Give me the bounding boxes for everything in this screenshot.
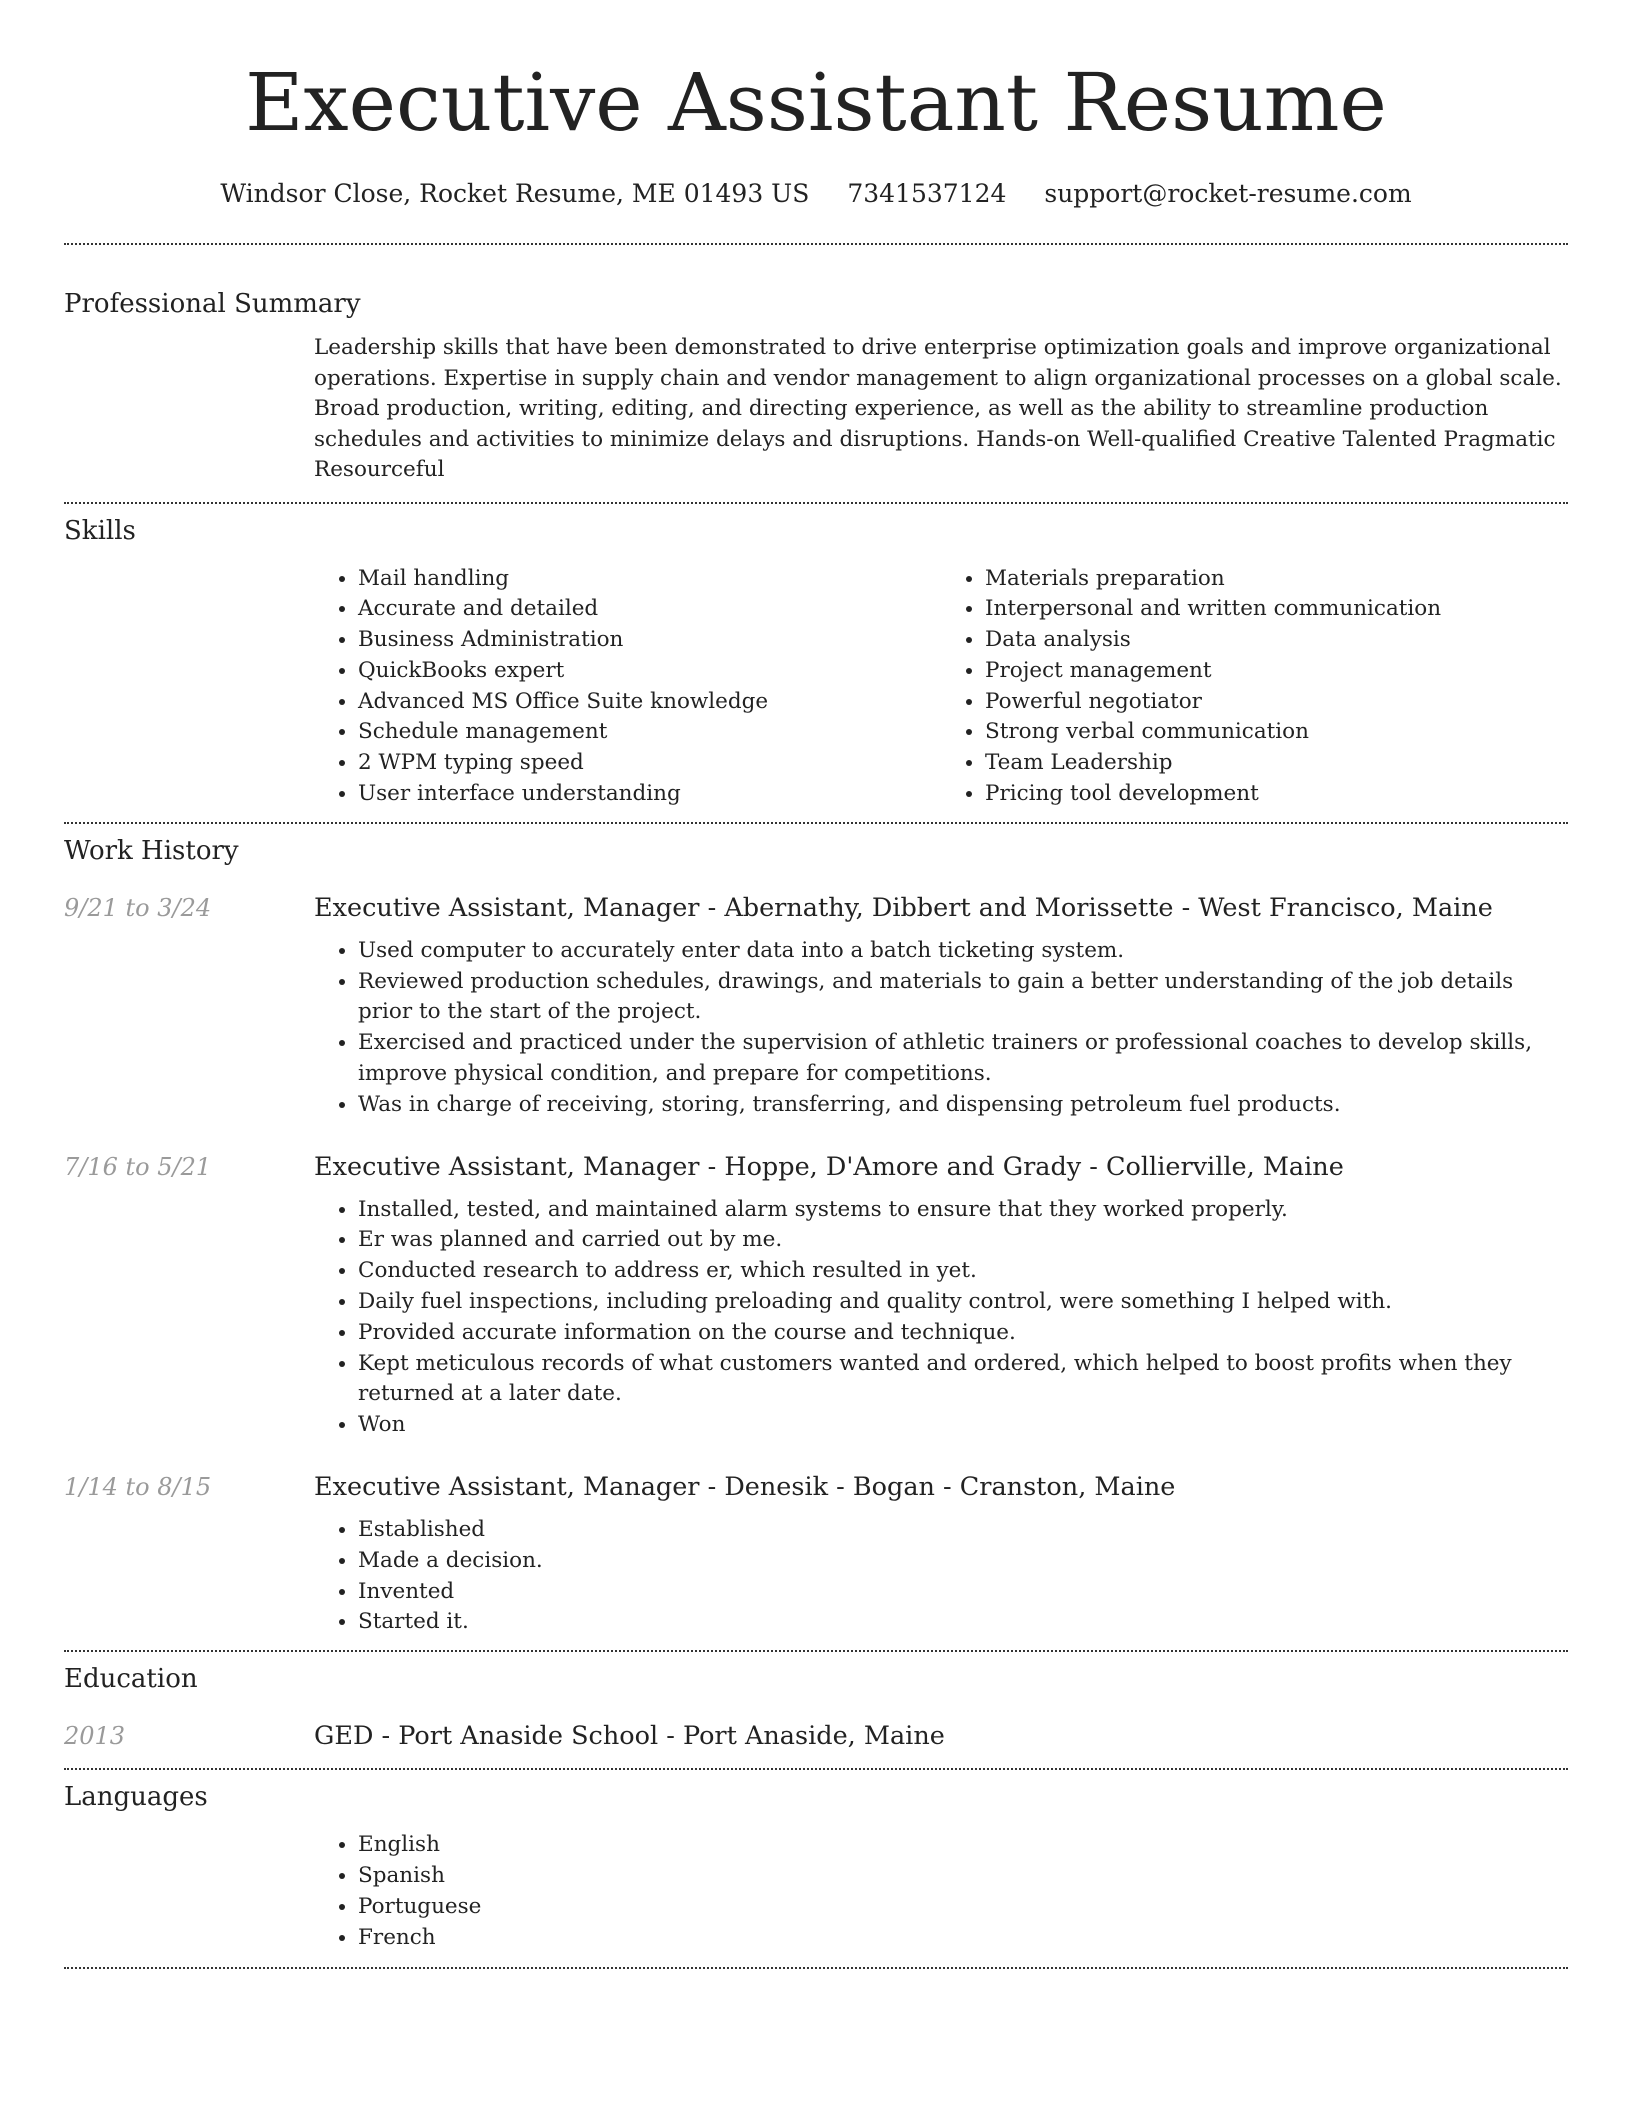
- language-item: • English: [358, 1830, 1568, 1861]
- education-date: 2013: [64, 1722, 126, 1751]
- skill-item: • Pricing tool development: [985, 779, 1568, 810]
- languages-heading: Languages: [64, 1782, 208, 1813]
- skill-item: • Business Administration: [358, 625, 941, 656]
- summary-text: Leadership skills that have been demonstrated to drive enterprise optimization goals and improve organizational operations. Expertise in supply chain and vendor management to align organizational processes on a global scale. Broad production, writing, editing, and directing experience, as well as the ability to streamline production schedules and activities to minimize delays and disruptions. Hands-on Well-qualified Creative Talented Pragmatic Resourceful: [314, 335, 1562, 482]
- page-title: Executive Assistant Resume: [245, 56, 1387, 149]
- skill-item: • Project management: [985, 656, 1568, 687]
- skill-item: • Accurate and detailed: [358, 594, 941, 625]
- job-bullet: • Kept meticulous records of what customers wanted and ordered, which helped to boost profits when they returned at a later date.: [358, 1349, 1568, 1411]
- job-entry: [64, 890, 1568, 1121]
- summary-heading: Professional Summary: [64, 289, 361, 319]
- skills-heading: Skills: [64, 515, 136, 546]
- job-bullet: • Was in charge of receiving, storing, transferring, and dispensing petroleum fuel products.: [358, 1090, 1568, 1121]
- job-bullet: • Started it.: [358, 1607, 1568, 1638]
- skills-list-left: [314, 564, 941, 810]
- language-item: • Portuguese: [358, 1892, 1568, 1923]
- skill-item: • Materials preparation: [985, 564, 1568, 595]
- job-bullet: • Established: [358, 1515, 1568, 1546]
- skill-item: • Strong verbal communication: [985, 717, 1568, 748]
- job-bullets: [314, 1515, 1568, 1638]
- skill-item: • Powerful negotiator: [985, 687, 1568, 718]
- skill-item: • Advanced MS Office Suite knowledge: [358, 687, 941, 718]
- skill-item: • Schedule management: [358, 717, 941, 748]
- skill-item: • Team Leadership: [985, 748, 1568, 779]
- education-section: [64, 1652, 1568, 1754]
- job-bullet: • Installed, tested, and maintained alarm systems to ensure that they worked properly.: [358, 1195, 1568, 1226]
- job-bullet: • Won: [358, 1410, 1568, 1441]
- language-item: • Spanish: [358, 1861, 1568, 1892]
- skill-item: • Data analysis: [985, 625, 1568, 656]
- job-bullet: • Er was planned and carried out by me.: [358, 1225, 1568, 1256]
- job-bullet: • Invented: [358, 1577, 1568, 1608]
- work-section: [64, 824, 1568, 1638]
- job-date: 9/21 to 3/24: [64, 893, 212, 922]
- language-item: • French: [358, 1923, 1568, 1954]
- job-date: 1/14 to 8/15: [64, 1473, 212, 1502]
- languages-list: [314, 1830, 1568, 1953]
- job-bullet: • Conducted research to address er, which resulted in yet.: [358, 1256, 1568, 1287]
- job-bullets: [314, 936, 1568, 1121]
- languages-section: [64, 1770, 1568, 1953]
- job-bullet: • Used computer to accurately enter data into a batch ticketing system.: [358, 936, 1568, 967]
- skills-list-right: [941, 564, 1568, 810]
- divider: [64, 1967, 1568, 1969]
- job-title: Executive Assistant, Manager - Hoppe, D'Amore and Grady - Collierville, Maine: [314, 1151, 1344, 1182]
- skill-item: • Mail handling: [358, 564, 941, 595]
- job-title: Executive Assistant, Manager - Denesik - Bogan - Cranston, Maine: [314, 1472, 1176, 1503]
- email-link[interactable]: support@rocket-resume.com: [1044, 179, 1412, 208]
- skill-item: • Interpersonal and written communication: [985, 594, 1568, 625]
- job-bullet: • Reviewed production schedules, drawings, and materials to gain a better understanding of the job details prior to the start of the project.: [358, 967, 1568, 1029]
- education-title: GED - Port Anaside School - Port Anaside, Maine: [314, 1721, 945, 1752]
- job-bullets: [314, 1195, 1568, 1441]
- job-bullet: • Daily fuel inspections, including preloading and quality control, were something I helped with.: [358, 1287, 1568, 1318]
- job-entry: [64, 1469, 1568, 1638]
- job-bullet: • Made a decision.: [358, 1546, 1568, 1577]
- summary-section: [64, 245, 1568, 486]
- job-entry: [64, 1149, 1568, 1441]
- education-heading: Education: [64, 1664, 198, 1695]
- skills-section: [64, 504, 1568, 810]
- skill-item: • QuickBooks expert: [358, 656, 941, 687]
- job-bullet: • Provided accurate information on the course and technique.: [358, 1318, 1568, 1349]
- address: Windsor Close, Rocket Resume, ME 01493 US: [220, 179, 810, 208]
- job-bullet: • Exercised and practiced under the supervision of athletic trainers or professional coaches to develop skills, improve physical condition, and prepare for competitions.: [358, 1028, 1568, 1090]
- contact-line: [64, 176, 1568, 212]
- skill-item: • User interface understanding: [358, 779, 941, 810]
- skill-item: • 2 WPM typing speed: [358, 748, 941, 779]
- job-title: Executive Assistant, Manager - Abernathy, Dibbert and Morissette - West Francisco, Maine: [314, 892, 1493, 923]
- work-heading: Work History: [64, 835, 239, 866]
- phone: 7341537124: [847, 179, 1007, 208]
- job-date: 7/16 to 5/21: [64, 1152, 212, 1181]
